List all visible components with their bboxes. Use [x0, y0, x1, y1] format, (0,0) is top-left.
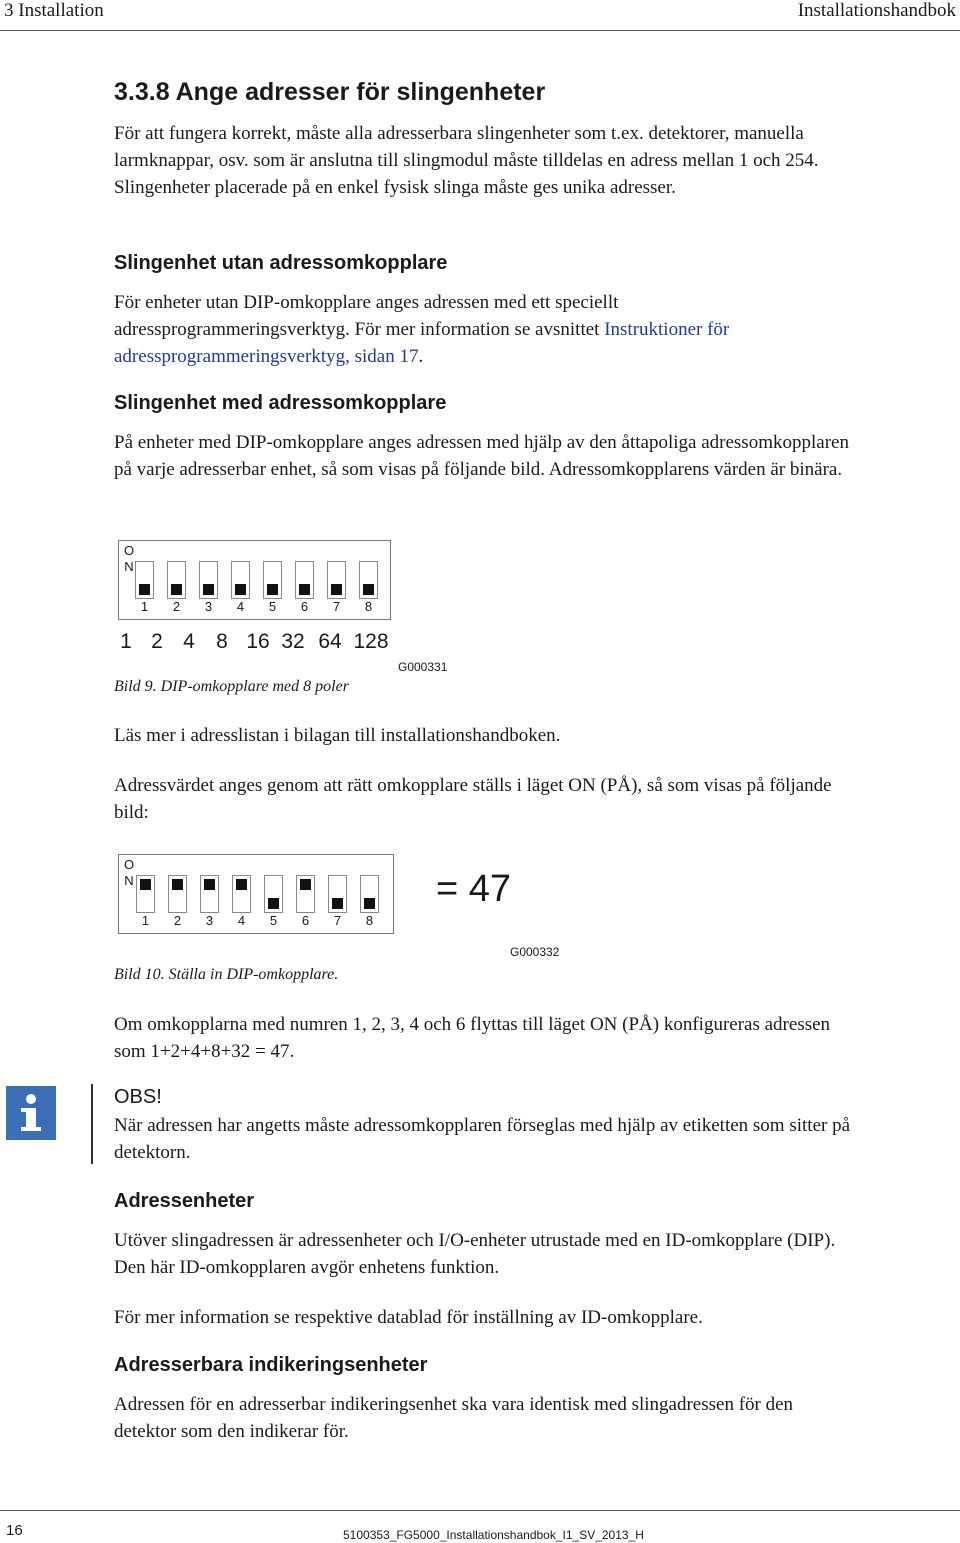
- dip-switch-2: [168, 875, 187, 913]
- footer-rule: [0, 1510, 960, 1511]
- switch-number: 3: [204, 599, 213, 614]
- figure-code-10: G000332: [510, 945, 560, 959]
- paragraph-text: För enheter utan DIP-omkopplare anges adressen med ett speciellt adressprogrammeringsverktyg. För mer information se avsnittet: [114, 292, 619, 340]
- on-label-o: O: [124, 857, 135, 872]
- note-text: När adressen har angetts måste adressomkopplaren förseglas med hjälp av etiketten som sitter på detektorn.: [114, 1115, 851, 1163]
- switch-knob-off: [267, 584, 278, 595]
- switch-knob-on: [300, 879, 311, 890]
- paragraph-address-units-2: För mer information se respektive datablad för inställning av ID-omkopplare.: [114, 1307, 703, 1328]
- figure-caption-10: Bild 10. Ställa in DIP-omkopplare.: [114, 966, 339, 983]
- dip-switch-3: [199, 561, 218, 599]
- header-rule: [0, 30, 960, 31]
- dip-switch-6: [296, 875, 315, 913]
- document-id: 5100353_FG5000_Installationshandbok_I1_SV_2013_H: [343, 1528, 644, 1542]
- switch-number: 5: [268, 599, 277, 614]
- dip-switch-8: [360, 875, 379, 913]
- note-title: OBS!: [114, 1086, 162, 1108]
- paragraph-read-more: Läs mer i adresslistan i bilagan till installationshandboken.: [114, 725, 561, 746]
- switch-number: 6: [301, 913, 310, 928]
- figure-caption-9: Bild 9. DIP-omkopplare med 8 poler: [114, 678, 349, 695]
- dip-switch-6: [295, 561, 314, 599]
- switch-knob-on: [204, 879, 215, 890]
- paragraph-without-switch: [114, 289, 854, 370]
- switch-knob-on: [236, 879, 247, 890]
- switch-knob-on: [140, 879, 151, 890]
- switch-knob-off: [363, 584, 374, 595]
- switch-number: 8: [365, 913, 374, 928]
- dip-switch-8: [359, 561, 378, 599]
- switch-number: 7: [332, 599, 341, 614]
- header-chapter: 3 Installation: [4, 0, 104, 21]
- dip-switch-7: [328, 875, 347, 913]
- switch-knob-off: [331, 584, 342, 595]
- subsection-title-with-switch: Slingenhet med adressomkopplare: [114, 392, 447, 414]
- paragraph-example: Om omkopplarna med numren 1, 2, 3, 4 och 6 flyttas till läget ON (PÅ) konfigureras adressen som 1+2+4+8+32 = 47.: [114, 1014, 831, 1062]
- binary-value: 64: [318, 630, 342, 653]
- switch-number: 1: [141, 913, 150, 928]
- subsection-title-address-units: Adressenheter: [114, 1190, 255, 1212]
- dip-switch-5: [263, 561, 282, 599]
- dip-switch-5: [264, 875, 283, 913]
- switch-knob-on: [172, 879, 183, 890]
- switch-knob-off: [268, 898, 279, 909]
- link-address-tool-instructions[interactable]: Instruktioner för adressprogrammeringsverktyg, sidan 17: [114, 319, 730, 367]
- switch-knob-off: [332, 898, 343, 909]
- dip-switch-4: [232, 875, 251, 913]
- info-icon: [6, 1086, 56, 1140]
- subsection-title-indicator-units: Adresserbara indikeringsenheter: [114, 1354, 428, 1376]
- switch-knob-off: [364, 898, 375, 909]
- dip-switch-4: [231, 561, 250, 599]
- page-number: 16: [6, 1522, 23, 1539]
- binary-value: 2: [151, 630, 163, 653]
- intro-paragraph: För att fungera korrekt, måste alla adresserbara slingenheter som t.ex. detektorer, manuella larmknappar, osv. som är anslutna till slingmodul måste tilldelas en adress mellan 1 och 254. Slingenheter placerade på en enkel fysisk slinga måste ges unika adresser.: [114, 123, 819, 198]
- switch-knob-off: [235, 584, 246, 595]
- header-book-title: Installationshandbok: [797, 0, 956, 21]
- switch-number: 7: [333, 913, 342, 928]
- dip-switch-figure-9: [118, 540, 391, 620]
- switch-number: 4: [237, 913, 246, 928]
- info-icon-glyph: [6, 1086, 56, 1140]
- binary-value: 32: [281, 630, 305, 653]
- switch-knob-off: [139, 584, 150, 595]
- section-title: 3.3.8 Ange adresser för slingenheter: [114, 78, 546, 106]
- dip-switch-1: [136, 875, 155, 913]
- paragraph-tail: .: [418, 346, 424, 367]
- switch-knob-off: [171, 584, 182, 595]
- dip-switch-1: [135, 561, 154, 599]
- switch-knob-off: [203, 584, 214, 595]
- result-equals-47: = 47: [436, 868, 512, 910]
- dip-switch-7: [327, 561, 346, 599]
- switch-number: 5: [269, 913, 278, 928]
- binary-value: 128: [353, 630, 389, 653]
- switch-number: 6: [300, 599, 309, 614]
- dip-switch-3: [200, 875, 219, 913]
- binary-value: 1: [120, 630, 132, 653]
- binary-value: 8: [216, 630, 228, 653]
- figure-code-9: G000331: [398, 660, 448, 674]
- switch-number: 1: [140, 599, 149, 614]
- note-divider: [91, 1084, 93, 1164]
- paragraph-address-units-1: Utöver slingadressen är adressenheter och I/O-enheter utrustade med en ID-omkopplare (DIP). Den här ID-omkopplaren avgör enhetens funktion.: [114, 1230, 836, 1278]
- on-label-n: N: [124, 559, 134, 574]
- switch-number: 2: [173, 913, 182, 928]
- on-label-o: O: [124, 543, 135, 558]
- binary-value: 16: [246, 630, 270, 653]
- paragraph-address-value: Adressvärdet anges genom att rätt omkopplare ställs i läget ON (PÅ), så som visas på följande bild:: [114, 775, 832, 823]
- binary-value: 4: [183, 630, 195, 653]
- switch-knob-off: [299, 584, 310, 595]
- switch-number: 4: [236, 599, 245, 614]
- switch-number: 8: [364, 599, 373, 614]
- paragraph-indicator-units: Adressen för en adresserbar indikeringsenhet ska vara identisk med slingadressen för den detektor som den indikerar för.: [114, 1394, 794, 1442]
- subsection-title-without-switch: Slingenhet utan adressomkopplare: [114, 252, 448, 274]
- on-label-n: N: [124, 873, 134, 888]
- dip-switch-2: [167, 561, 186, 599]
- switch-number: 2: [172, 599, 181, 614]
- switch-number: 3: [205, 913, 214, 928]
- dip-switch-figure-10: [118, 854, 394, 934]
- paragraph-with-switch: På enheter med DIP-omkopplare anges adressen med hjälp av den åttapoliga adressomkopplaren på varje adresserbar enhet, så som visas på följande bild. Adressomkopplarens värden är binära.: [114, 432, 849, 480]
